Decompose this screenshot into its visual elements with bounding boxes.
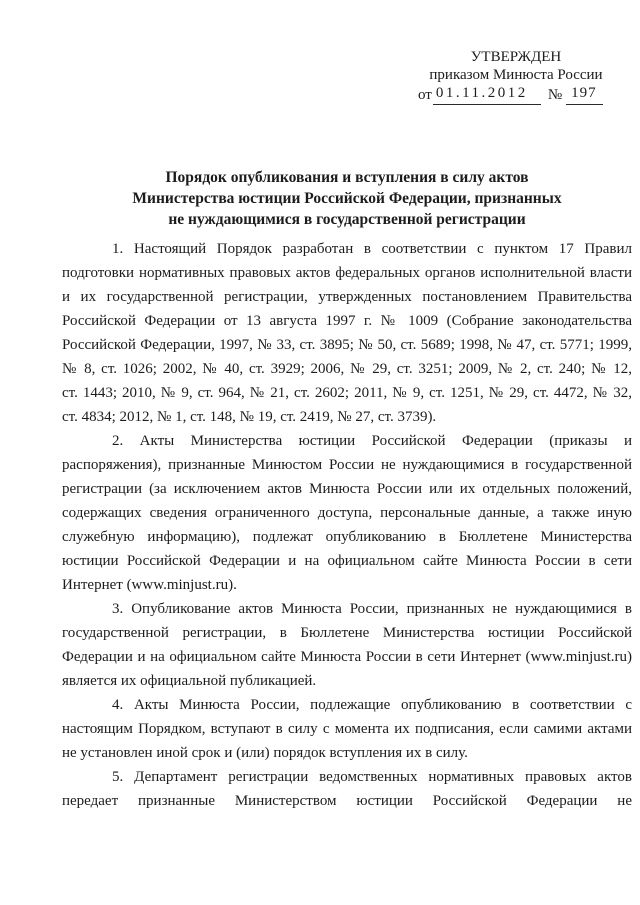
paragraph-line: 5. Департамент регистрации ведомственных нормативных правовых актов bbox=[112, 769, 632, 785]
approval-number-value: 197 bbox=[566, 85, 603, 105]
approval-by-line: приказом Минюста России bbox=[429, 66, 603, 83]
paragraph-line: № 8, ст. 1026; 2002, № 40, ст. 3929; 2006, № 29, ст. 3251; 2009, № 2, ст. 240; № 12, bbox=[62, 361, 632, 377]
document-title bbox=[62, 167, 632, 230]
paragraph-line: передает признанные Министерством юстиции Российской Федерации не bbox=[62, 793, 632, 809]
paragraph-line: и их государственной регистрации, утвержденных постановлением Правительства bbox=[62, 289, 632, 305]
document-title-line: Министерства юстиции Российской Федерации, признанных bbox=[132, 190, 562, 207]
paragraph-line: ст. 4834; 2012, № 1, ст. 148, № 19, ст. 2419, № 27, ст. 3739). bbox=[62, 409, 437, 425]
paragraph-line: юстиции Российской Федерации и на официальном сайте Минюста России в сети bbox=[62, 553, 632, 569]
paragraph-line: ст. 1443; 2010, № 9, ст. 964, № 21, ст. 2602; 2011, № 9, ст. 1251, № 29, ст. 4472, № 32, bbox=[62, 385, 632, 401]
document-title-line: Порядок опубликования и вступления в силу актов bbox=[165, 169, 529, 186]
paragraph-line: 3. Опубликование актов Минюста России, признанных не нуждающимися в bbox=[112, 601, 632, 617]
paragraph-line: Федерации и на официальном сайте Минюста России в сети Интернет (www.minjust.ru) bbox=[62, 649, 632, 665]
paragraph-line: содержащих сведения ограниченного доступа, персональные данные, а также иную bbox=[62, 505, 632, 521]
paragraph-line: не установлен иной срок и (или) порядок вступления их в силу. bbox=[62, 745, 468, 761]
paragraph bbox=[62, 237, 632, 429]
paragraph-line: государственной регистрации, в Бюллетене Министерства юстиции Российской bbox=[62, 625, 632, 641]
paragraph-line: распоряжения), признанные Минюстом России не нуждающимися в государственной bbox=[62, 457, 632, 473]
paragraph-line: служебную информацию), подлежат опубликованию в Бюллетене Министерства bbox=[62, 529, 632, 545]
paragraph-line: является их официальной публикацией. bbox=[62, 673, 317, 689]
paragraph bbox=[62, 693, 632, 765]
paragraph-line: подготовки нормативных правовых актов федеральных органов исполнительной власти bbox=[62, 265, 632, 281]
approval-order-reference bbox=[418, 85, 614, 105]
paragraph-line: 1. Настоящий Порядок разработан в соответствии с пунктом 17 Правил bbox=[112, 241, 632, 257]
paragraph-line: регистрации (за исключением актов Минюста России или их отдельных положений, bbox=[62, 481, 632, 497]
paragraph-line: настоящим Порядком, вступают в силу с момента их подписания, если самими актами bbox=[62, 721, 632, 737]
paragraph-line: 2. Акты Министерства юстиции Российской Федерации (приказы и bbox=[112, 433, 632, 449]
document-title-line: не нуждающимися в государственной регистрации bbox=[168, 211, 526, 228]
paragraph bbox=[62, 597, 632, 693]
approval-date-prefix: от bbox=[418, 87, 432, 103]
paragraph-line: Интернет (www.minjust.ru). bbox=[62, 577, 237, 593]
approval-stamp bbox=[418, 49, 614, 105]
document-body bbox=[62, 237, 632, 813]
paragraph-line: 4. Акты Минюста России, подлежащие опубликованию в соответствии с bbox=[112, 697, 632, 713]
paragraph bbox=[62, 429, 632, 597]
approval-date-value: 01.11.2012 bbox=[433, 85, 541, 105]
paragraph-line: Российской Федерации от 13 августа 1997 г. № 1009 (Собрание законодательства bbox=[62, 313, 632, 329]
approval-status: УТВЕРЖДЕН bbox=[470, 49, 562, 65]
paragraph bbox=[62, 765, 632, 813]
approval-number-sign: № bbox=[547, 87, 563, 103]
paragraph-line: Российской Федерации, 1997, № 33, ст. 3895; № 50, ст. 5689; 1998, № 47, ст. 5771; 1999, bbox=[62, 337, 632, 353]
